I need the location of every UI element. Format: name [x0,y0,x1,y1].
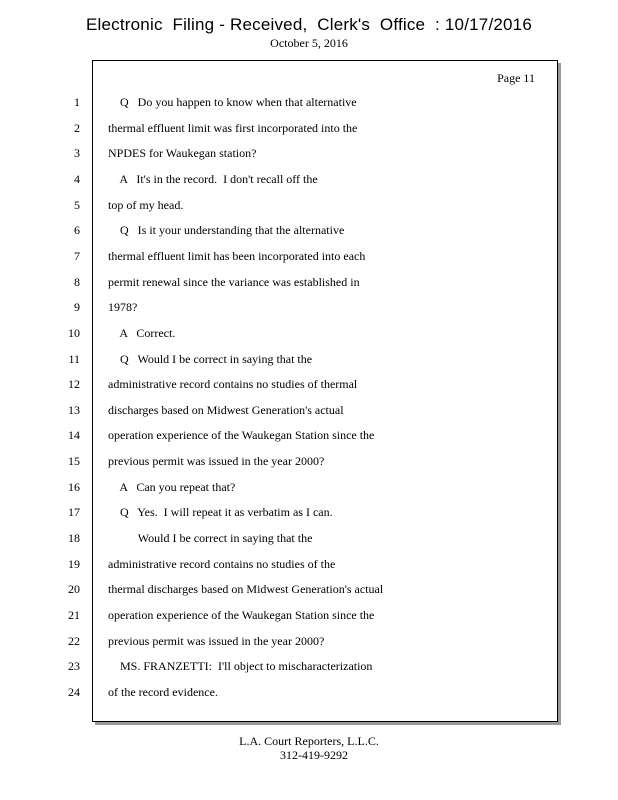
line-text: thermal effluent limit was first incorporated into the [108,121,358,135]
line-text: administrative record contains no studies of the [108,557,336,571]
line-text: previous permit was issued in the year 2000? [108,454,325,468]
line-number: 7 [74,249,80,263]
line-text: A Correct. [108,326,176,340]
line-number: 18 [68,531,80,545]
line-text: MS. FRANZETTI: I'll object to mischaracterization [108,659,373,673]
line-text: Q Yes. I will repeat it as verbatim as I can. [108,505,333,519]
line-text: of the record evidence. [108,685,218,699]
line-text: operation experience of the Waukegan Station since the [108,428,375,442]
line-text: permit renewal since the variance was established in [108,275,360,289]
line-text: top of my head. [108,198,184,212]
line-number: 6 [74,223,80,237]
line-number: 14 [68,428,80,442]
line-text: operation experience of the Waukegan Station since the [108,608,375,622]
line-text: administrative record contains no studies of thermal [108,377,358,391]
line-text: 1978? [108,300,138,314]
line-number: 16 [68,480,80,494]
line-text: thermal discharges based on Midwest Generation's actual [108,582,384,596]
line-text: thermal effluent limit has been incorporated into each [108,249,366,263]
line-number: 8 [74,275,80,289]
line-text: discharges based on Midwest Generation's actual [108,403,344,417]
line-text: Q Is it your understanding that the alternative [108,223,345,237]
line-number: 22 [68,634,80,648]
line-number: 15 [68,454,80,468]
line-number: 24 [68,685,80,699]
reporter-company: L.A. Court Reporters, L.L.C. [239,734,379,748]
line-number: 23 [68,659,80,673]
line-text: Q Would I be correct in saying that the [108,352,313,366]
line-text: Would I be correct in saying that the [108,531,313,545]
line-number: 2 [74,121,80,135]
line-number: 5 [74,198,80,212]
line-number: 10 [68,326,80,340]
line-text: previous permit was issued in the year 2000? [108,634,325,648]
line-number: 21 [68,608,80,622]
line-number: 3 [74,146,80,160]
line-number: 12 [68,377,80,391]
line-number: 1 [74,95,80,109]
line-number: 9 [74,300,80,314]
line-text: A It's in the record. I don't recall off the [108,172,318,186]
line-number: 11 [68,352,80,366]
line-number: 4 [74,172,80,186]
filing-stamp: Electronic Filing - Received, Clerk's Office : 10/17/2016 [86,15,532,34]
page-number: Page 11 [497,71,535,85]
line-number: 20 [68,582,80,596]
line-number: 19 [68,557,80,571]
deposition-date: October 5, 2016 [270,36,348,50]
line-number: 17 [68,505,80,519]
reporter-phone: 312-419-9292 [280,748,348,762]
line-number: 13 [68,403,80,417]
line-text: Q Do you happen to know when that alternative [108,95,357,109]
line-text: NPDES for Waukegan station? [108,146,257,160]
line-text: A Can you repeat that? [108,480,236,494]
